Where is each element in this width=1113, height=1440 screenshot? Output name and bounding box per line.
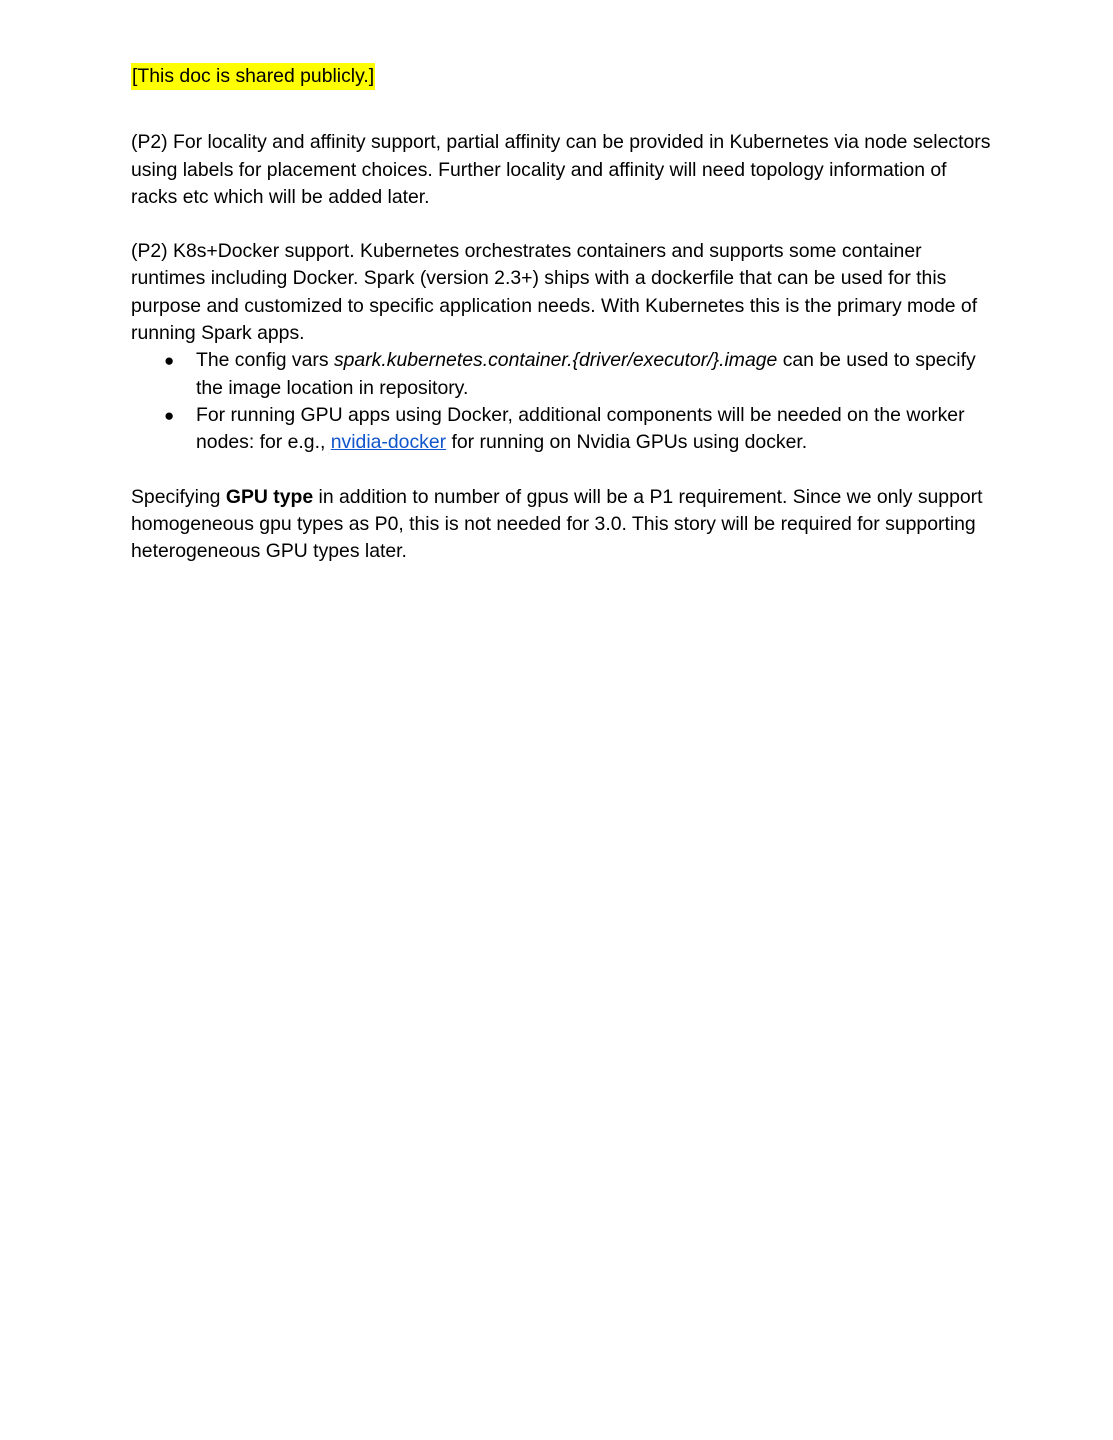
- gpu-type-bold: GPU type: [225, 485, 314, 508]
- list-item: [131, 402, 991, 457]
- bullet-icon: ●: [164, 405, 175, 425]
- bullet-text-pre: The config vars: [196, 349, 334, 372]
- document-page: [131, 63, 991, 565]
- list-item: [131, 347, 991, 402]
- k8s-docker-paragraph: (P2) K8s+Docker support. Kubernetes orchestrates containers and supports some container runtimes including Docker. Spark (version 2.3+) ships with a dockerfile that can be used for this purpose and customized to specific application needs. With Kubernetes this is the primary mode of running Spark apps.: [131, 240, 978, 345]
- docker-bullet-list: [131, 347, 991, 456]
- gpu-type-text-post: in addition to number of gpus will be a P1 requirement. Since we only support homogeneous gpu types as P0, this is not needed for 3.0. This story will be required for supporting heterogeneous GPU types later.: [131, 485, 983, 563]
- config-var-name: spark.kubernetes.container.{driver/executor/}.image: [333, 349, 778, 372]
- locality-affinity-paragraph: (P2) For locality and affinity support, partial affinity can be provided in Kubernetes via node selectors using labels for placement choices. Further locality and affinity will need topology information of racks etc which will be added later.: [131, 131, 991, 208]
- gpu-type-text-pre: Specifying: [131, 485, 226, 508]
- shared-publicly-notice: [This doc is shared publicly.]: [131, 63, 375, 90]
- bullet-text-post: for running on Nvidia GPUs using docker.: [446, 431, 808, 454]
- bullet-icon: ●: [164, 351, 175, 371]
- bullet-text-post: can be used to specify the image location in repository.: [196, 349, 976, 399]
- bullet-text-pre: For running GPU apps using Docker, additional components will be needed on the worker nodes: for e.g.,: [196, 403, 965, 454]
- gpu-type-paragraph: [131, 484, 991, 566]
- notice-line: [131, 63, 991, 90]
- nvidia-docker-link[interactable]: nvidia-docker: [330, 431, 447, 454]
